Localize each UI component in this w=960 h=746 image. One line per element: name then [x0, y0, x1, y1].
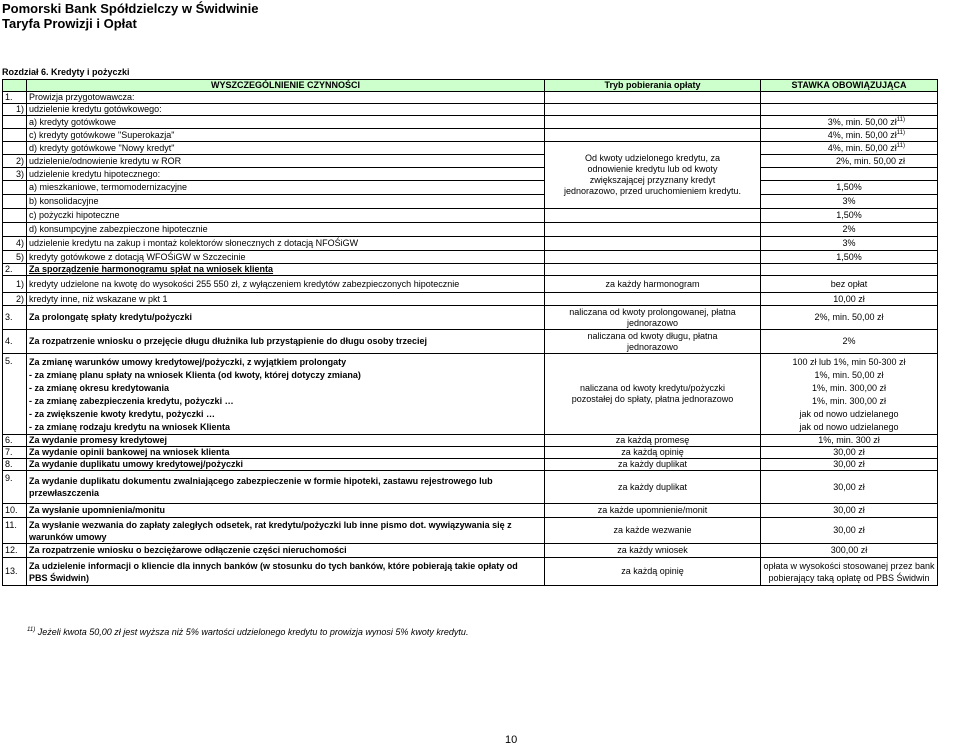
footnote-text: Jeżeli kwota 50,00 zł jest wyższa niż 5% wartości udzielonego kredytu to prowizja wynosi 5% kwoty kredytu. [37, 627, 469, 637]
mode-line: naliczana od kwoty prolongowanej, płatna [569, 306, 736, 317]
row-number [3, 209, 27, 223]
mode-cell: za każde wezwanie [545, 518, 761, 544]
rate-cell: bez opłat [761, 276, 938, 293]
row-title-group [27, 354, 545, 435]
mode-line: Od kwoty udzielonego kredytu, za [584, 153, 721, 163]
mode-cell: za każdy harmonogram [545, 276, 761, 293]
row-title-group [27, 558, 545, 586]
table-row [3, 504, 938, 518]
row-number [3, 116, 27, 129]
row-title: Za wydanie opinii bankowej na wniosek klienta [27, 447, 545, 459]
row-title: Za wydanie duplikatu dokumentu zwalniającego zabezpieczenie w formie hipoteki, zastawu rejestrowego lub [29, 476, 493, 486]
table-row [3, 237, 938, 251]
rate-cell [761, 168, 938, 181]
row-number [3, 181, 27, 195]
mode-line: naliczana od kwoty długu, płatna [587, 330, 718, 341]
row-title: Za wydanie duplikatu umowy kredytowej/pożyczki [27, 459, 545, 471]
row-title: a) mieszkaniowe, termomodernizacyjne [27, 181, 545, 195]
row-title: kredyty inne, niż wskazane w pkt 1 [27, 293, 545, 306]
rate-cell: 3% [761, 195, 938, 209]
header-activity: WYSZCZEGÓLNIENIE CZYNNOŚCI [27, 80, 545, 92]
row-subitem: - za zmianę planu spłaty na wniosek Klienta (od kwoty, której dotyczy zmiana) [29, 370, 361, 380]
table-row [3, 276, 938, 293]
row-number: 9. [3, 471, 27, 504]
rate-cell [761, 92, 938, 104]
row-title: udzielenie kredytu na zakup i montaż kolektorów słonecznych z dotacją NFOŚiGW [27, 237, 545, 251]
row-title: Prowizja przygotowawcza: [27, 92, 545, 104]
table-row [3, 223, 938, 237]
rate-cell: 2%, min. 50,00 zł [761, 155, 938, 168]
row-title: Za wysłanie upomnienia/monitu [27, 504, 545, 518]
table-row [3, 251, 938, 264]
table-row [3, 264, 938, 276]
mode-cell: za każde upomnienie/monit [545, 504, 761, 518]
footnote-mark: 11) [896, 129, 905, 136]
fee-table [2, 79, 938, 586]
bank-name: Pomorski Bank Spółdzielczy w Świdwinie [2, 1, 259, 16]
table-row [3, 306, 938, 330]
row-number: 2) [3, 293, 27, 306]
rate-cell: 2%, min. 50,00 zł [761, 306, 938, 330]
table-row [3, 168, 938, 181]
rate-value: 1%, min. 300,00 zł [811, 383, 887, 393]
rate-cell: 2% [761, 223, 938, 237]
mode-cell: za każdy wniosek [545, 544, 761, 558]
chapter-title: Rozdział 6. Kredyty i pożyczki [2, 67, 130, 77]
row-title: c) pożyczki hipoteczne [27, 209, 545, 223]
row-title: udzielenie kredytu gotówkowego: [27, 104, 545, 116]
row-number: 3. [3, 306, 27, 330]
row-subitem: - za zwiększenie kwoty kredytu, pożyczki … [29, 409, 216, 419]
mode-cell [545, 104, 761, 116]
row-title: Za wydanie promesy kredytowej [27, 435, 545, 447]
table-row [3, 330, 938, 354]
row-number: 4) [3, 237, 27, 251]
row-number: 7. [3, 447, 27, 459]
row-subitem: - za zmianę rodzaju kredytu na wniosek Klienta [29, 422, 231, 432]
mode-cell: za każdą opinię [545, 558, 761, 586]
mode-line: naliczana od kwoty kredytu/pożyczki [579, 383, 726, 393]
rate-cell: 10,00 zł [761, 293, 938, 306]
mode-cell [545, 92, 761, 104]
rate-value: 4%, min. 50,00 zł [827, 142, 897, 153]
row-number [3, 142, 27, 155]
rate-value: 4%, min. 50,00 zł [827, 129, 897, 140]
row-title: a) kredyty gotówkowe [27, 116, 545, 129]
rate-cell: 1,50% [761, 251, 938, 264]
rate-cell: 30,00 zł [761, 447, 938, 459]
rate-cell [761, 264, 938, 276]
row-title: c) kredyty gotówkowe "Superokazja" [27, 129, 545, 142]
row-title: udzielenie/odnowienie kredytu w ROR [27, 155, 545, 168]
rate-cell [761, 142, 938, 155]
tariff-title: Taryfa Prowizji i Opłat [2, 16, 137, 31]
mode-cell [545, 209, 761, 223]
footnote-mark: 11) [896, 142, 905, 149]
row-title: d) konsumpcyjne zabezpieczone hipotecznie [27, 223, 545, 237]
row-title: Za zmianę warunków umowy kredytowej/pożyczki, z wyjątkiem prolongaty [29, 357, 347, 367]
mode-cell: za każdą opinię [545, 447, 761, 459]
rate-cell: 1,50% [761, 181, 938, 195]
mode-cell [545, 330, 761, 354]
mode-cell [545, 116, 761, 129]
row-number: 2. [3, 264, 27, 276]
mode-cell: za każdy duplikat [545, 471, 761, 504]
row-title: Za prolongatę spłaty kredytu/pożyczki [27, 306, 545, 330]
mode-line: odnowienie kredytu lub od kwoty [587, 164, 718, 174]
mode-cell-prep-fee [545, 142, 761, 209]
table-row [3, 354, 938, 435]
row-number: 12. [3, 544, 27, 558]
table-row [3, 518, 938, 544]
row-title-group [27, 518, 545, 544]
table-header-row [3, 80, 938, 92]
row-number: 13. [3, 558, 27, 586]
rate-cell: 1%, min. 300 zł [761, 435, 938, 447]
row-number: 8. [3, 459, 27, 471]
row-subitem: - za zmianę okresu kredytowania [29, 383, 170, 393]
row-number [3, 195, 27, 209]
row-subitem: - za zmianę zabezpieczenia kredytu, pożyczki … [29, 396, 234, 406]
table-row [3, 435, 938, 447]
page-number: 10 [505, 734, 518, 746]
table-row [3, 209, 938, 223]
mode-line: jednorazowo, przed uruchomieniem kredytu. [563, 186, 742, 196]
table-row [3, 293, 938, 306]
rate-cell: 1,50% [761, 209, 938, 223]
mode-cell [545, 223, 761, 237]
row-number: 6. [3, 435, 27, 447]
table-row [3, 471, 938, 504]
mode-cell [545, 251, 761, 264]
mode-cell [545, 129, 761, 142]
mode-line: zwiększającej przyznany kredyt [589, 175, 716, 185]
mode-line: jednorazowo [626, 317, 679, 328]
row-title: Za rozpatrzenie wniosku o bezciężarowe odłączenie części nieruchomości [27, 544, 545, 558]
row-title: kredyty udzielone na kwotę do wysokości 255 550 zł, z wyłączeniem kredytów zabezpieczonych hipotecznie [27, 276, 545, 293]
row-number [3, 223, 27, 237]
rate-cell: 2% [761, 330, 938, 354]
header-mode: Tryb pobierania opłaty [545, 80, 761, 92]
row-title: kredyty gotówkowe z dotacją WFOŚiGW w Szczecinie [27, 251, 545, 264]
mode-cell [545, 237, 761, 251]
row-title-group [27, 471, 545, 504]
table-row [3, 92, 938, 104]
row-number: 1) [3, 104, 27, 116]
table-row [3, 129, 938, 142]
mode-cell [545, 293, 761, 306]
mode-cell: za każdą promesę [545, 435, 761, 447]
rate-value: 1%, min. 50,00 zł [814, 370, 884, 380]
table-row [3, 544, 938, 558]
rate-value: jak od nowo udzielanego [799, 422, 899, 432]
rate-value: jak od nowo udzielanego [799, 409, 899, 419]
rate-cell: 30,00 zł [761, 471, 938, 504]
rate-cell-group [761, 354, 938, 435]
mode-cell [545, 354, 761, 435]
row-title: PBS Świdwin) [29, 572, 90, 583]
mode-line: pozostałej do spłaty, płatna jednorazowo [571, 394, 734, 404]
row-title: warunków umowy [29, 531, 107, 542]
table-row [3, 116, 938, 129]
rate-cell: 30,00 zł [761, 504, 938, 518]
mode-line: jednorazowo [626, 341, 679, 352]
rate-value: opłata w wysokości stosowanej przez bank [763, 560, 935, 571]
row-number [3, 129, 27, 142]
row-number: 5) [3, 251, 27, 264]
rate-cell [761, 129, 938, 142]
row-title: udzielenie kredytu hipotecznego: [27, 168, 545, 181]
table-row [3, 104, 938, 116]
rate-cell: 3% [761, 237, 938, 251]
row-title: d) kredyty gotówkowe "Nowy kredyt" [27, 142, 545, 155]
rate-value: 100 zł lub 1%, min 50-300 zł [792, 357, 906, 367]
header-num-cell [3, 80, 27, 92]
table-row [3, 181, 938, 195]
rate-cell: 300,00 zł [761, 544, 938, 558]
table-row [3, 195, 938, 209]
rate-value: 1%, min. 300,00 zł [811, 396, 887, 406]
row-title: Za udzielenie informacji o kliencie dla innych banków (w stosunku do tych banków, które pobierają takie opłaty od [29, 560, 518, 571]
footnote-mark: 11) [896, 116, 905, 123]
row-title: Za sporządzenie harmonogramu spłat na wniosek klienta [27, 264, 545, 276]
row-number: 11. [3, 518, 27, 544]
footnote-mark: 11) [27, 627, 36, 633]
row-number: 5. [3, 354, 27, 435]
table-row [3, 459, 938, 471]
table-row [3, 558, 938, 586]
row-title: przewłaszczenia [29, 488, 100, 498]
row-number: 1) [3, 276, 27, 293]
table-row [3, 142, 938, 155]
rate-value: pobierający taką opłatę od PBS Świdwin [768, 572, 930, 583]
footnote [27, 627, 468, 637]
mode-cell [545, 306, 761, 330]
row-number: 2) [3, 155, 27, 168]
rate-value: 3%, min. 50,00 zł [827, 116, 897, 127]
row-title: Za rozpatrzenie wniosku o przejęcie długu dłużnika lub przystąpienie do długu osoby trzeciej [27, 330, 545, 354]
table-row [3, 447, 938, 459]
row-number: 1. [3, 92, 27, 104]
mode-cell: za każdy duplikat [545, 459, 761, 471]
row-number: 10. [3, 504, 27, 518]
mode-cell [545, 264, 761, 276]
rate-cell: 30,00 zł [761, 459, 938, 471]
table-row [3, 155, 938, 168]
rate-cell [761, 558, 938, 586]
row-title: Za wysłanie wezwania do zapłaty zaległych odsetek, rat kredytu/pożyczki lub inne pismo dot. wywiązywania się z [29, 519, 512, 530]
row-number: 3) [3, 168, 27, 181]
header-rate: STAWKA OBOWIĄZUJĄCA [761, 80, 938, 92]
row-number: 4. [3, 330, 27, 354]
rate-cell [761, 104, 938, 116]
row-title: b) konsolidacyjne [27, 195, 545, 209]
rate-cell: 30,00 zł [761, 518, 938, 544]
rate-cell [761, 116, 938, 129]
